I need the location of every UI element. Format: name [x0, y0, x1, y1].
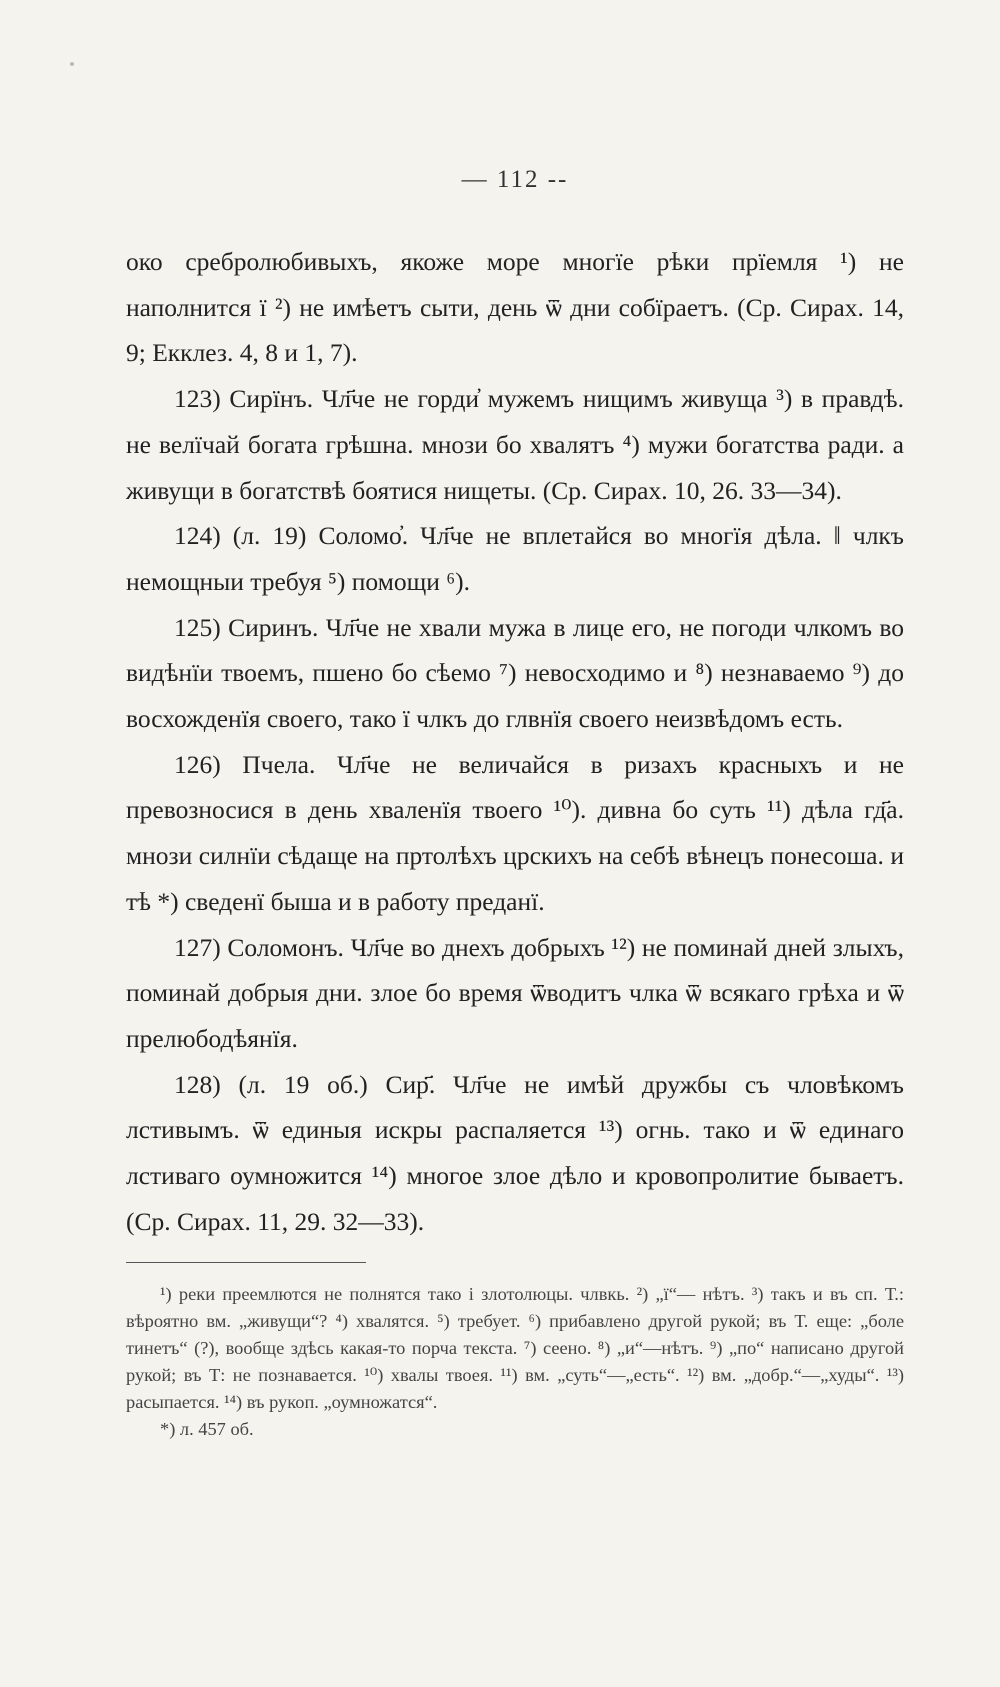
paragraph-128: 128) (л. 19 об.) Сир҃. Чл҃че не имѣй дружбы съ чловѣкомъ лстивымъ. ѿ единыя искры распаляется ¹³) огнь. тако и ѿ единаго лстиваго оумножится ¹⁴) многое злое дѣло и кровопролитие бываетъ. (Ср. Сирах. 11, 29. 32—33). [126, 1069, 904, 1236]
footnote-divider [126, 1262, 366, 1263]
footnotes [126, 1281, 904, 1443]
paper-speck [70, 62, 74, 66]
paragraph-126: 126) Пчела. Чл҃че не величайся в ризахъ красныхъ и не превозносися в день хваленїя твоего ¹⁰). дивна бо суть ¹¹) дѣла гд҃а. мнози силнїи сѣдаще на пртолѣхъ црскихъ на себѣ вѣнецъ понесоша. и тѣ *) сведенї быша и в работу преданї. [126, 749, 904, 916]
footnotes-main: ¹) реки преемлются не полнятся тако і злотолюцы. члвкь. ²) „ї“— нѣтъ. ³) такъ и въ сп. Т.: вѣроятно вм. „живущи“? ⁴) хвалятся. ⁵) требует. ⁶) прибавлено другой рукой; въ Т. еще: „боле тинетъ“ (?), вообще здѣсь какая-то порча текста. ⁷) сеено. ⁸) „и“—нѣтъ. ⁹) „по“ написано другой рукой; въ Т: не познавается. ¹⁰) хвалы твоея. ¹¹) вм. „суть“—„есть“. ¹²) вм. „добр.“—„худы“. ¹³) расыпается. ¹⁴) въ рукоп. „оумножатся“. [126, 1284, 904, 1413]
paragraph-127: 127) Соломонъ. Чл҃че во днехъ добрыхъ ¹²) не поминай дней злыхъ, поминай добрыя дни. злое бо время ѿводитъ члка ѿ всякаго грѣха и ѿ прелюбодѣянїя. [126, 932, 904, 1053]
footnote-star: *) л. 457 об. [160, 1419, 254, 1440]
page-number: — 112 -- [461, 166, 569, 193]
paragraph-continuation: око сребролюбивыхъ, якоже море многїе рѣки прїемля ¹) не наполнится ї ²) не имѣетъ сыти, день ѿ дни собїраетъ. (Ср. Сирах. 14, 9; Екклез. 4, 8 и 1, 7). [126, 247, 904, 368]
paragraph-125: 125) Сиринъ. Чл҃че не хвали мужа в лице его, не погоди члкомъ во видѣнїи твоемъ, пшено бо сѣемо ⁷) невосходимо и ⁸) незнаваемо ⁹) до восхожденїя своего, тако ї члкъ до глвнїя своего неизвѣдомъ есть. [126, 612, 904, 734]
paragraph-123: 123) Сирїнъ. Чл҃че не горди҆ мужемъ нищимъ живуща ³) в правдѣ. не велїчай богата грѣшна. мнози бо хвалятъ ⁴) мужи богатства ради. а живущи в богатствѣ боятися нищеты. (Ср. Сирах. 10, 26. 33—34). [126, 384, 904, 505]
paragraph-124: 124) (л. 19) Соломо҆. Чл҃че не вплетайся во многїя дѣла. ‖ члкъ немощныи требуя ⁵) помощи ⁶). [126, 521, 904, 596]
main-text [126, 239, 904, 1244]
